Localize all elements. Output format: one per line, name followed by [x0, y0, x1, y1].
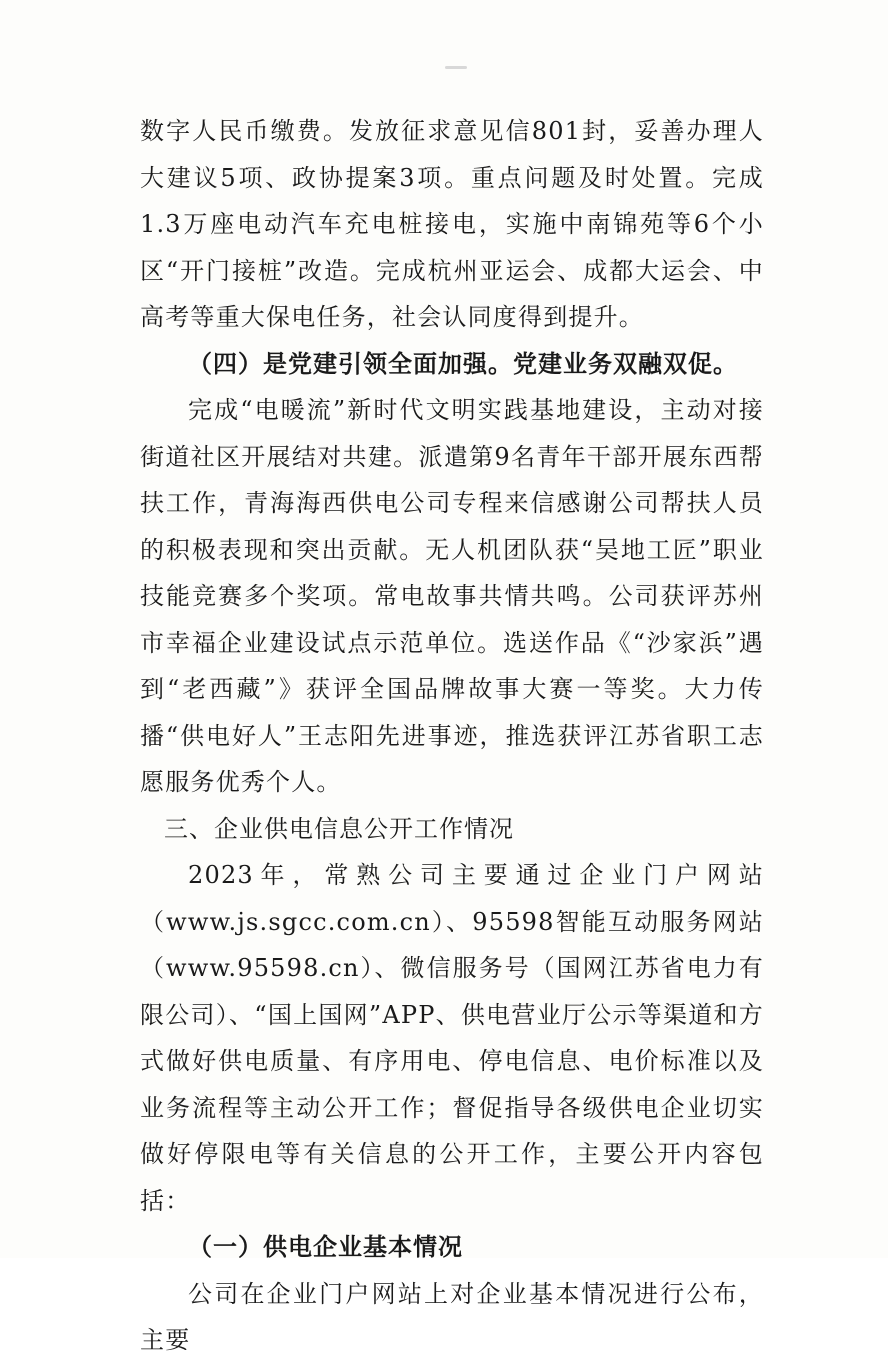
- document-body: [140, 108, 764, 1364]
- paragraph-disclosure-channels: 2023年，常熟公司主要通过企业门户网站（www.js.sgcc.com.cn）、95598智能互动服务网站（www.95598.cn）、微信服务号（国网江苏省电力有限公司）、“国上国网”APP、供电营业厅公示等渠道和方式做好供电质量、有序用电、停电信息、电价标准以及业务流程等主动公开工作；督促指导各级供电企业切实做好停限电等有关信息的公开工作，主要公开内容包括：: [140, 861, 764, 1215]
- subheading-basic-info: （一）供电企业基本情况: [188, 1233, 463, 1261]
- paragraph-basic-info: 公司在企业门户网站上对企业基本情况进行公布，主要: [140, 1279, 764, 1354]
- section-heading-disclosure: 三、企业供电信息公开工作情况: [164, 814, 514, 843]
- paragraph-party-building: 完成“电暖流”新时代文明实践基地建设，主动对接街道社区开展结对共建。派遣第9名青年干部开展东西帮扶工作，青海海西供电公司专程来信感谢公司帮扶人员的积极表现和突出贡献。无人机团队获“吴地工匠”职业技能竞赛多个奖项。常电故事共情共鸣。公司获评苏州市幸福企业建设试点示范单位。选送作品《“沙家浜”遇到“老西藏”》获评全国品牌故事大赛一等奖。大力传播“供电好人”王志阳先进事迹，推选获评江苏省职工志愿服务优秀个人。: [140, 396, 764, 796]
- subheading-party-building: （四）是党建引领全面加强。党建业务双融双促。: [188, 349, 738, 378]
- paragraph-service-results: 数字人民币缴费。发放征求意见信801封，妥善办理人大建议5项、政协提案3项。重点问题及时处置。完成1.3万座电动汽车充电桩接电，实施中南锦苑等6个小区“开门接桩”改造。完成杭州亚运会、成都大运会、中高考等重大保电任务，社会认同度得到提升。: [140, 117, 764, 331]
- scan-mark: [445, 66, 467, 69]
